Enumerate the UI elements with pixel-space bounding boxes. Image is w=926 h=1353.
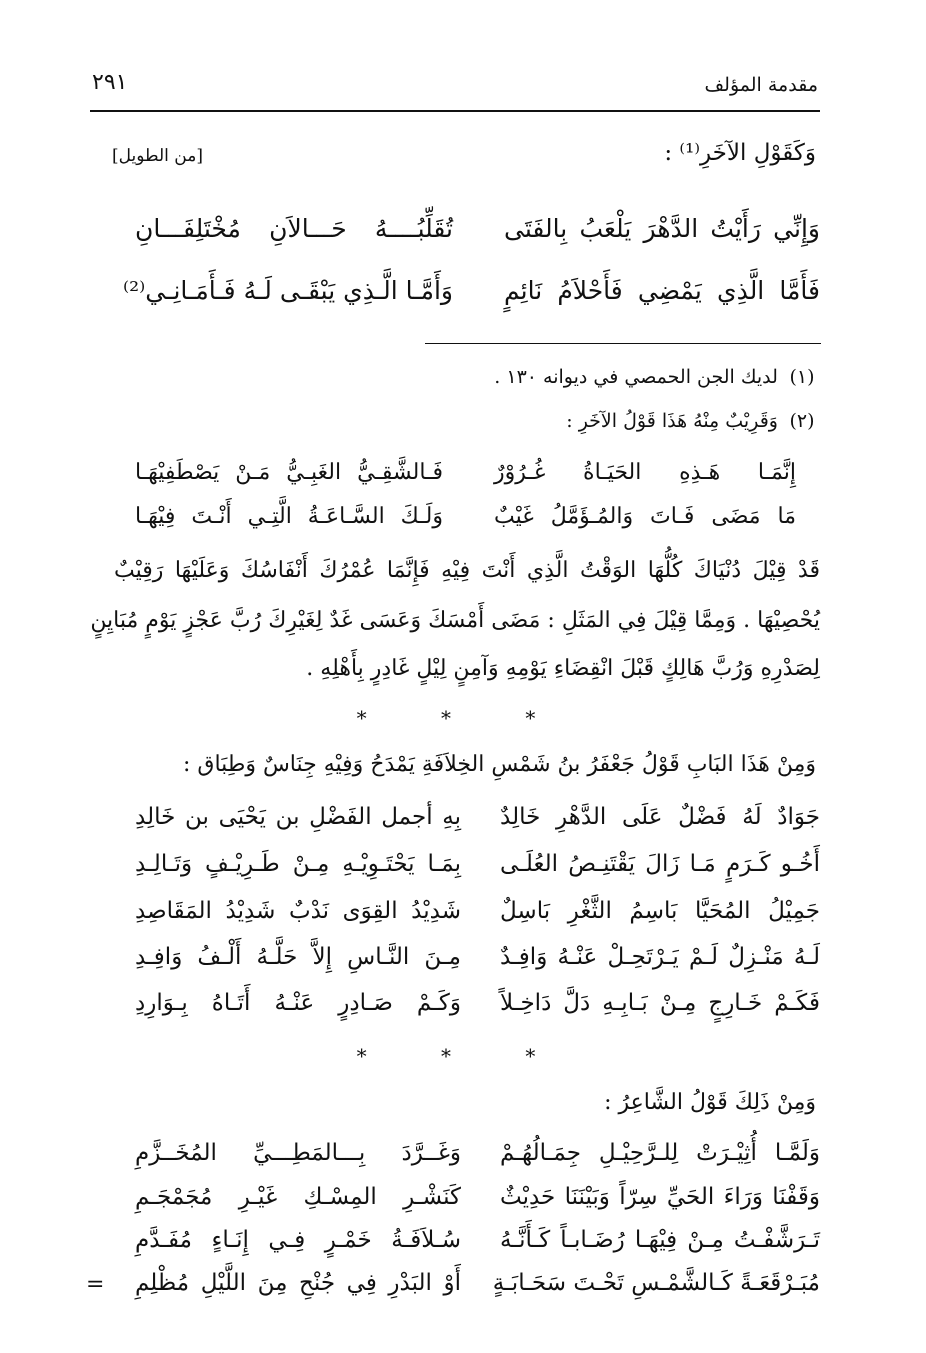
verse-hemistich-first: مُبَـرْقَعَـةً كَـالشَّمْـسِ تَحْـتَ سَحَـابَـةٍ [492, 1270, 820, 1296]
meter-label: [من الطويل] [112, 146, 203, 166]
verse-hemistich-second: وَكَـمْ صَـادِرٍ عَنْـهُ أَتَـاهُ بِـوَارِدِ [135, 990, 461, 1016]
footnote-verse-second: وَلَـكَ السَّـاعَـةُ الَّتِـي أَنْـتَ فِيْهَـا [135, 504, 443, 529]
verse-hemistich-second: بِمَـا يَحْتَـوِيْـهِ مِـنْ طَـرِيْـفٍ وَتَـالِـدِ [135, 851, 461, 877]
verse-hemistich-second: وَأَمَّـا الَّـذِي يَبْقَـى لَـهُ فَـأَمَـانِـي⁽²⁾ [122, 276, 453, 305]
verse-hemistich-first: وَإِنِّي رَأَيْتُ الدَّهْرَ يَلْعَبُ بِالفَتَى [504, 214, 820, 243]
verse-hemistich-first: فَأَمَّا الَّذِي يَمْضِي فَأَحْلاَمُ نَائِمٍ [504, 276, 820, 305]
footnote-text: لديك الجن الحمصي في ديوانه ١٣٠ . [494, 366, 778, 388]
section1-intro: وَكَقَوْلِ الآخَرِ⁽¹⁾ : [664, 140, 816, 166]
verse-hemistich-second: تُقَلِّبُــــهُ حَـــالاَنِ مُخْتَلِفَـــانِ [135, 214, 453, 243]
section-separator [0, 1044, 926, 1068]
verse-hemistich-second: بِهِ أجمل الفَضْلِ بن يَحْيَى بن خَالِدِ [135, 804, 461, 830]
footnote-verse-first: إِنَّمَـا هَـذِهِ الحَيَـاةُ غُـرُوْرٌ [494, 460, 796, 485]
verse-hemistich-first: جَوَادٌ لَهُ فَضْلٌ عَلَى الدَّهْرِ خَالِدٌ [500, 804, 820, 830]
footnote-number: (٢) [789, 410, 815, 432]
verse-hemistich-first: جَمِيْلُ المُحَيَّا بَاسِمُ الثَّغْرِ بَاسِلٌ [500, 898, 820, 924]
verse-hemistich-first: وَقَفْنَا وَرَاءَ الحَيِّ سِرّاً وَبَيْنَنَا حَدِيْثٌ [500, 1184, 820, 1210]
separator-star: * [441, 706, 485, 730]
verse-hemistich-second: وَغَــرَّدَ بِـــالمَطِـــيِّ المُخَــزَّمِ [135, 1140, 461, 1166]
footnote-verse-second: فَـالشَّقِـيُّ الغَبِـيُّ مَـنْ يَصْطَفِيْهَـا [135, 460, 443, 485]
prose-line: يُحْصِيْهَا . وَمِمَّا قِيْلَ فِي المَثَلِ : مَضَى أَمْسَكَ وَعَسَى غَدٌ لِغَيْرِكَ رُبَّ عَجْزٍ يَوْمٍ مُبَايِنٍ [90, 608, 820, 633]
verse-hemistich-second: مِـنَ النَّـاسِ إِلاَّ حَلَّـهُ أَلْـفُ وَافِـدِ [135, 944, 461, 970]
verse-hemistich-first: فَكَـمْ خَـارِجٍ مِـنْ بَـابِـهِ دَلَّ دَاخِـلاً [500, 990, 820, 1016]
section-separator [0, 706, 926, 730]
separator-star: * [525, 1044, 570, 1068]
verse-hemistich-second: سُـلاَفَـةُ خَمْـرٍ فِـي إِنَـاءٍ مُفَـدَّمِ [135, 1227, 461, 1253]
separator-star: * [356, 1044, 401, 1068]
footnote-rule [425, 343, 821, 344]
footnote-verse-first: مَا مَضَى فَـاتَ وَالمُـؤَمَّلُ غَيْبٌ [494, 504, 796, 529]
verse-hemistich-first: لَـهُ مَنْـزِلٌ لَـمْ يَـرْتَحِـلْ عَنْـهُ وَافِـدٌ [500, 944, 820, 970]
separator-star: * [441, 1044, 485, 1068]
continuation-mark: = [86, 1272, 105, 1297]
verse-hemistich-first: تَـرَشَّفْـتُ مِـنْ فِيْهَـا رُضَـابـاً كَـأَنَّـهُ [500, 1227, 820, 1253]
page-number: ٢٩١ [92, 70, 128, 95]
section3-intro: وَمِنْ ذَلِكَ قَوْلُ الشَّاعِرُ : [604, 1090, 816, 1115]
footnote-number: (١) [789, 366, 815, 388]
section2-intro: وَمِنْ هَذَا البَابِ قَوْلُ جَعْفَرُ بنُ شَمْسِ الخِلاَفَةِ يَمْدَحُ وَفِيْهِ جِنَاسٌ وَطِبَاق : [183, 752, 816, 777]
verse-hemistich-second: أَوْ البَدْرِ فِي جُنْحِ مِنَ اللَّيْلِ مُظْلِمِ [135, 1270, 461, 1296]
verse-hemistich-second: كَنَشْـرِ المِسْـكِ غَيْـرِ مُجَمْجَـمِ [135, 1184, 461, 1210]
prose-line: قَدْ قِيْلَ دُنْيَاكَ كُلُّهَا الوَقْتُ الَّذِي أَنْتَ فِيْهِ فَإِنَّمَا عُمْرُكَ أَنْفَاسُكَ وَعَلَيْهَا رَقِيْبٌ [114, 558, 820, 583]
header-rule [90, 110, 820, 112]
running-header-title: مقدمة المؤلف [704, 74, 818, 96]
verse-hemistich-first: وَلَمَّـا أُثِيْـرَتْ لِلـرَّحِيْـلِ جِمَـالُهُـمْ [500, 1140, 820, 1166]
verse-hemistich-second: شَدِيْدُ القِوَى نَدْبٌ شَدِيْدُ المَقَاصِدِ [135, 898, 461, 924]
verse-hemistich-first: أَخُـو كَـرَمٍ مَـا زَالَ يَقْتَنِـصُ العُلَـى [500, 851, 820, 877]
footnote-2 [566, 410, 820, 432]
separator-star: * [356, 706, 401, 730]
prose-line: لِصَدْرِهِ وَرُبَّ هَالِكٍ قَبْلَ انْقِضَاءِ يَوْمِهِ وَآمِنٍ لِيْلٍ غَادِرٍ بِأَهْلِهِ . [306, 656, 820, 681]
footnote-text: وَقَرِيْبٌ مِنْهُ هَذَا قَوْلُ الآخَرِ : [566, 410, 778, 432]
footnote-1 [494, 366, 820, 388]
separator-star: * [525, 706, 570, 730]
